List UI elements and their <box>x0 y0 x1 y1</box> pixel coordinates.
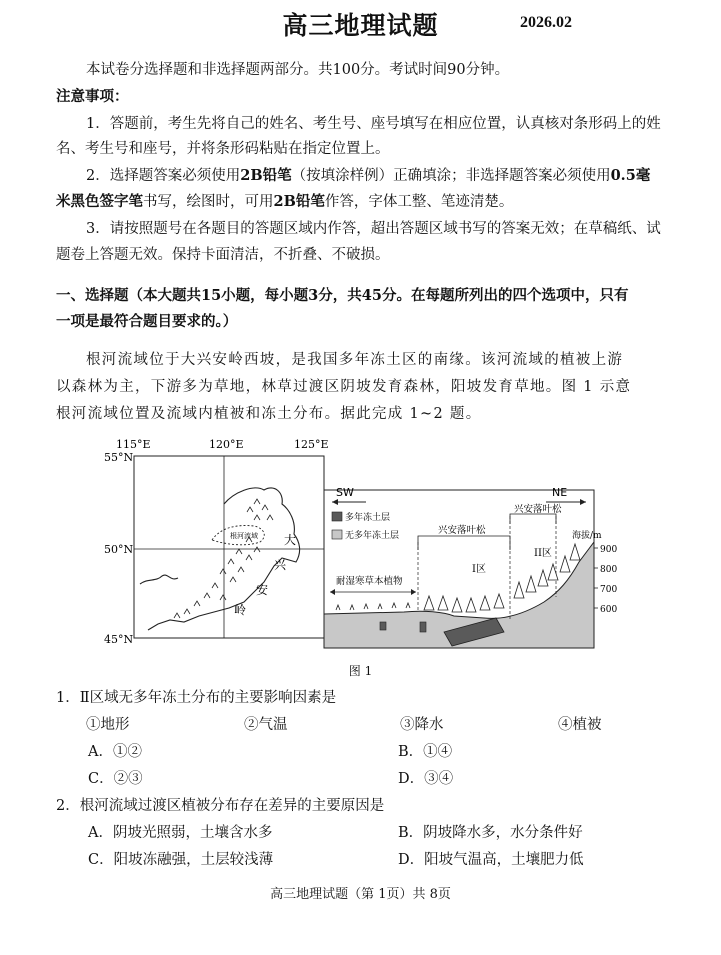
mountain-label-xing: 兴 <box>274 558 287 572</box>
notice-item-2-l2-d: 作答，字体工整、笔迹清楚。 <box>324 194 514 210</box>
notice-heading: 注意事项： <box>56 88 129 105</box>
notice-item-2-l2-a: 米黑色签字笔 <box>56 193 143 210</box>
river-basin-label: 根河流域 <box>230 532 258 540</box>
forest-label-1: 兴安落叶松 <box>438 525 486 536</box>
elev-tick-800: 800 <box>600 565 618 575</box>
q1-option-a[interactable]: A．①② <box>88 744 142 760</box>
notice-item-2-a: 2．选择题答案必须使用 <box>86 168 241 184</box>
dir-sw: SW <box>336 486 354 499</box>
permafrost-patch-2 <box>380 622 386 630</box>
legend-swatch-no-permafrost <box>332 530 342 539</box>
passage-line-2: 以森林为主，下游多为草地，林草过渡区阴坡发育森林，阳坡发育草地。图 1 示意 <box>56 379 632 395</box>
passage-line-1: 根河流域位于大兴安岭西坡，是我国多年冻土区的南缘。该河流域的植被上游 <box>86 352 624 368</box>
q2-option-b[interactable]: B．阴坡降水多，水分条件好 <box>398 825 583 841</box>
elev-tick-700: 700 <box>600 585 618 595</box>
q1-option-c[interactable]: C．②③ <box>88 771 143 787</box>
section-heading-line-2: 一项是最符合题目要求的。） <box>56 313 238 330</box>
q1-factor-2: ②气温 <box>244 717 288 733</box>
section-heading-line-1: 一、选择题（本大题共15小题，每小题3分，共45分。在每题所列出的四个选项中，只有 <box>56 287 629 304</box>
figure-svg <box>104 432 624 654</box>
forest-label-2: 兴安落叶松 <box>514 504 562 515</box>
page-title: 高三地理试题 <box>282 11 439 40</box>
figure-caption: 图 1 <box>348 664 373 678</box>
legend-permafrost: 多年冻土层 <box>345 513 391 523</box>
notice-item-2-l2-b: 书写，绘图时，可用 <box>143 194 274 210</box>
figure-1 <box>104 432 624 654</box>
question-2-stem: 2．根河流域过渡区植被分布存在差异的主要原因是 <box>56 798 385 814</box>
grass-label: 耐湿寒草本植物 <box>336 576 403 587</box>
notice-item-2-c: （按填涂样例）正确填涂；非选择题答案必须使用 <box>291 168 611 184</box>
elev-tick-900: 900 <box>600 545 618 555</box>
lat-label-50: 50°N <box>104 543 134 556</box>
elevation-axis-label: 海拔/m <box>572 531 602 541</box>
q1-factor-3: ③降水 <box>400 717 444 733</box>
zone-1-label: I区 <box>472 564 486 575</box>
page-footer: 高三地理试题（第 1页）共 8页 <box>270 887 451 902</box>
location-map <box>104 438 329 646</box>
notice-item-2-d: 0.5毫 <box>610 167 651 184</box>
notice-item-2-b: 2B铅笔 <box>240 167 292 184</box>
notice-item-2-l2-c: 2B铅笔 <box>273 193 325 210</box>
mountain-label-ling: 岭 <box>234 603 247 617</box>
vegetation-profile <box>324 486 617 648</box>
exam-date: 2026.02 <box>520 14 572 31</box>
mountain-label-da: 大 <box>284 533 297 547</box>
zone-2-label: II区 <box>534 548 552 559</box>
q2-option-d[interactable]: D．阳坡气温高，土壤肥力低 <box>398 852 584 868</box>
notice-item-1-line-1: 1．答题前，考生先将自己的姓名、考生号、座号填写在相应位置，认真核对条形码上的姓 <box>86 116 661 132</box>
notice-item-1-line-2: 名、考生号和座号，并将条形码粘贴在指定位置上。 <box>56 141 390 157</box>
q2-option-c[interactable]: C．阳坡冻融强，土层较浅薄 <box>88 852 274 868</box>
notice-item-2-line-2 <box>56 192 513 212</box>
passage-line-3: 根河流域位置及流域内植被和冻土分布。据此完成 1~2 题。 <box>56 406 482 422</box>
lon-label-120: 120°E <box>209 438 244 451</box>
question-1-stem: 1．Ⅱ区域无多年冻土分布的主要影响因素是 <box>56 690 337 706</box>
permafrost-patch-1 <box>420 622 426 632</box>
lon-label-115: 115°E <box>116 438 151 451</box>
q1-option-d[interactable]: D．③④ <box>398 771 454 787</box>
notice-item-2-line-1 <box>86 166 650 186</box>
q2-option-a[interactable]: A．阴坡光照弱，土壤含水多 <box>88 825 273 841</box>
dir-ne: NE <box>552 486 568 499</box>
intro-text: 本试卷分选择题和非选择题两部分。共100分。考试时间90分钟。 <box>86 62 510 78</box>
elev-tick-600: 600 <box>600 605 618 615</box>
lon-label-125: 125°E <box>294 438 329 451</box>
lat-label-55: 55°N <box>104 451 134 464</box>
notice-item-3-line-2: 题卷上答题无效。保持卡面清洁，不折叠、不破损。 <box>56 247 390 263</box>
q1-factor-1: ①地形 <box>86 717 130 733</box>
legend-no-permafrost: 无多年冻土层 <box>345 531 400 541</box>
notice-item-3-line-1: 3．请按照题号在各题目的答题区域内作答，超出答题区域书写的答案无效；在草稿纸、试 <box>86 221 661 237</box>
lat-label-45: 45°N <box>104 633 134 646</box>
q1-option-b[interactable]: B．①④ <box>398 744 453 760</box>
mountain-label-an: 安 <box>256 583 269 597</box>
legend-swatch-permafrost <box>332 512 342 521</box>
q1-factor-4: ④植被 <box>558 717 602 733</box>
